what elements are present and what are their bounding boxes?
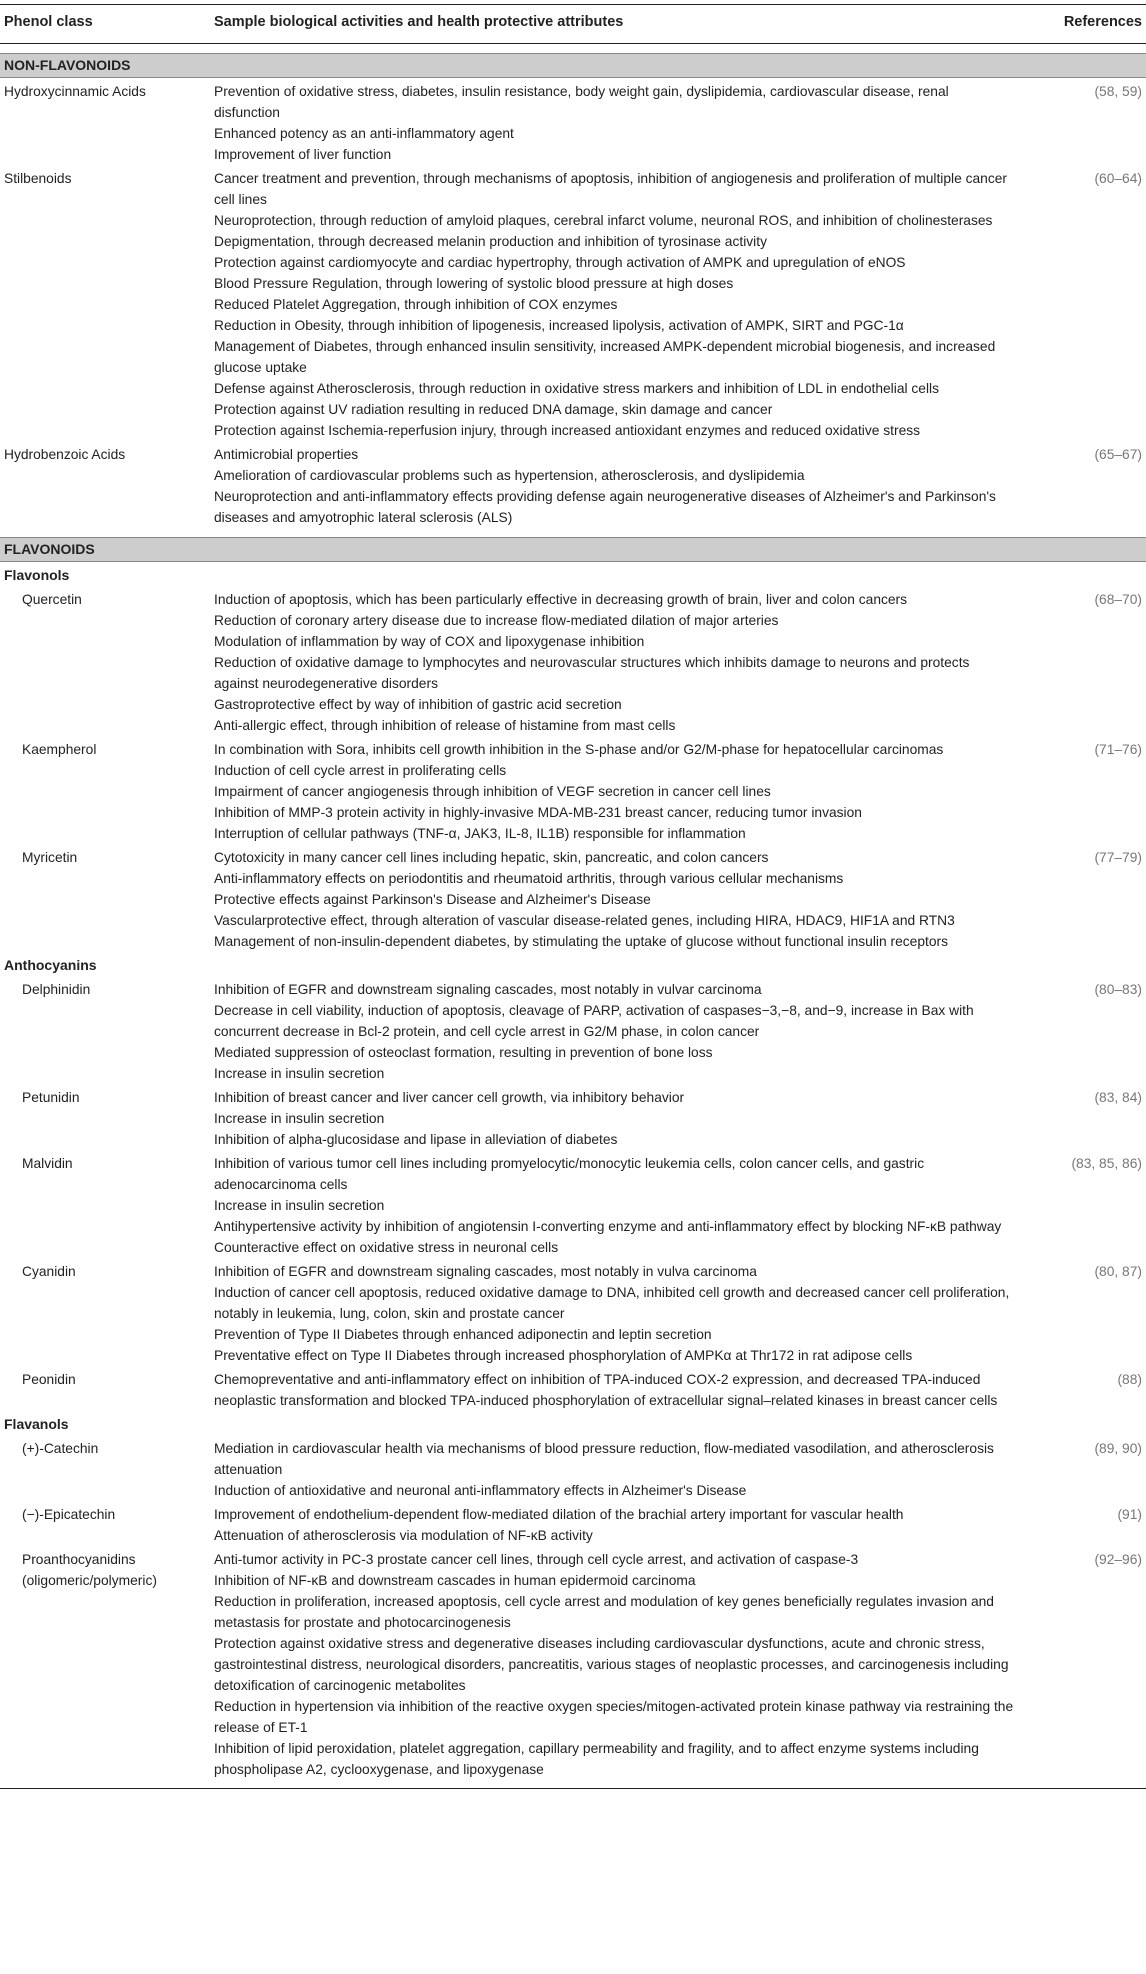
table-row: [0, 168, 1146, 441]
table-row: [0, 1087, 1146, 1150]
activity-item: Inhibition of lipid peroxidation, platelet aggregation, capillary permeability and fragility, and to affect enzyme systems including phospholipase A2, cyclooxygenase, and lipoxygenase: [214, 1741, 979, 1777]
activity-list: [214, 1087, 1014, 1150]
table-row: [0, 1369, 1146, 1411]
activity-item: Neuroprotection, through reduction of amyloid plaques, cerebral infarct volume, neuronal ROS, and inhibition of cholinesterases: [214, 213, 993, 228]
table-row: [0, 1438, 1146, 1501]
activity-item: Mediation in cardiovascular health via mechanisms of blood pressure reduction, flow-mediated vasodilation, and atherosclerosis attenuation: [214, 1441, 994, 1477]
activity-list: [214, 589, 1014, 736]
reference-link[interactable]: (89, 90): [1094, 1441, 1142, 1456]
activity-item: Enhanced potency as an anti-inflammatory agent: [214, 126, 514, 141]
reference-link[interactable]: (77–79): [1094, 850, 1142, 865]
activity-item: Cytotoxicity in many cancer cell lines including hepatic, skin, pancreatic, and colon cancers: [214, 850, 769, 865]
activity-item: Antihypertensive activity by inhibition of angiotensin I-converting enzyme and anti-inflammatory effect by blocking NF-κB pathway: [214, 1219, 1002, 1234]
phenol-class-name: (+)-Catechin: [22, 1441, 99, 1456]
phenol-class-name: Myricetin: [22, 850, 78, 865]
phenol-class-name: Cyanidin: [22, 1264, 76, 1279]
activity-item: Increase in insulin secretion: [214, 1066, 385, 1081]
activity-list: [214, 1549, 1014, 1780]
activity-item: Mediated suppression of osteoclast formation, resulting in prevention of bone loss: [214, 1045, 713, 1060]
activity-item: Reduction of oxidative damage to lymphocytes and neurovascular structures which inhibits damage to neurons and protects against neurodegenerative disorders: [214, 655, 970, 691]
activity-item: Inhibition of alpha-glucosidase and lipase in alleviation of diabetes: [214, 1132, 618, 1147]
activity-item: Cancer treatment and prevention, through mechanisms of apoptosis, inhibition of angiogenesis and proliferation of multiple cancer cell lines: [214, 171, 1008, 207]
table-row: [0, 81, 1146, 165]
phenol-class-name: Delphinidin: [22, 982, 91, 997]
phenol-class-name: Kaempherol: [22, 742, 97, 757]
activity-item: Protection against cardiomyocyte and cardiac hypertrophy, through activation of AMPK and upregulation of eNOS: [214, 255, 906, 270]
header-phenol-class: Phenol class: [4, 14, 93, 30]
activity-item: Induction of antioxidative and neuronal anti-inflammatory effects in Alzheimer's Disease: [214, 1483, 747, 1498]
table-body: [0, 53, 1146, 1780]
activity-item: Interruption of cellular pathways (TNF-α, JAK3, IL-8, IL1B) responsible for inflammation: [214, 826, 746, 841]
activity-list: [214, 1261, 1014, 1366]
table-row: [0, 1153, 1146, 1258]
activity-item: Reduction of coronary artery disease due to increase flow-mediated dilation of major arteries: [214, 613, 779, 628]
header-activities: Sample biological activities and health protective attributes: [214, 14, 624, 30]
reference-link[interactable]: (88): [1117, 1372, 1142, 1387]
activity-list: [214, 1153, 1014, 1258]
table-row: [0, 1504, 1146, 1546]
table-row: [0, 979, 1146, 1084]
activity-item: Induction of apoptosis, which has been particularly effective in decreasing growth of brain, liver and colon cancers: [214, 592, 908, 607]
section-header: FLAVONOIDS: [0, 537, 1146, 562]
reference-link[interactable]: (83, 85, 86): [1071, 1156, 1142, 1171]
table-header: [0, 4, 1146, 44]
table-row: [0, 847, 1146, 952]
activity-item: Protection against oxidative stress and degenerative diseases including cardiovascular dysfunctions, acute and chronic stress, gastrointestinal distress, neurological disorders, pancreatitis, various stages of neoplastic processes, and carcinogenesis including detoxification of carcinogenic metabolites: [214, 1636, 1009, 1693]
activity-item: Reduced Platelet Aggregation, through inhibition of COX enzymes: [214, 297, 618, 312]
reference-link[interactable]: (92–96): [1094, 1552, 1142, 1567]
phenol-class-name: Quercetin: [22, 592, 82, 607]
activity-item: Improvement of liver function: [214, 147, 392, 162]
reference-link[interactable]: (71–76): [1094, 742, 1142, 757]
activity-item: Increase in insulin secretion: [214, 1198, 385, 1213]
activity-item: Anti-tumor activity in PC-3 prostate cancer cell lines, through cell cycle arrest, and activation of caspase-3: [214, 1552, 859, 1567]
activity-item: Prevention of Type II Diabetes through enhanced adiponectin and leptin secretion: [214, 1327, 712, 1342]
activity-list: [214, 979, 1014, 1084]
activity-item: Gastroprotective effect by way of inhibition of gastric acid secretion: [214, 697, 622, 712]
activity-item: Defense against Atherosclerosis, through reduction in oxidative stress markers and inhibition of LDL in endothelial cells: [214, 381, 939, 396]
activity-item: Anti-allergic effect, through inhibition of release of histamine from mast cells: [214, 718, 676, 733]
activity-item: Inhibition of NF-κB and downstream cascades in human epidermoid carcinoma: [214, 1573, 696, 1588]
subgroup-heading: Flavonols: [4, 567, 70, 583]
activity-item: Inhibition of breast cancer and liver cancer cell growth, via inhibitory behavior: [214, 1090, 685, 1105]
activity-list: [214, 168, 1014, 441]
activity-list: [214, 81, 1014, 165]
phenol-class-name: (−)-Epicatechin: [22, 1507, 116, 1522]
table-row: [0, 1261, 1146, 1366]
activity-item: Chemopreventative and anti-inflammatory effect on inhibition of TPA-induced COX-2 expression, and decreased TPA-induced neoplastic transformation and blocked TPA-induced phosphorylation of extracellular signal–related kinases in breast cancer cells: [214, 1372, 998, 1408]
activity-item: Counteractive effect on oxidative stress in neuronal cells: [214, 1240, 559, 1255]
activity-item: Attenuation of atherosclerosis via modulation of NF-κB activity: [214, 1528, 593, 1543]
reference-link[interactable]: (65–67): [1094, 447, 1142, 462]
table-row: [0, 1549, 1146, 1780]
activity-item: Blood Pressure Regulation, through lowering of systolic blood pressure at high doses: [214, 276, 734, 291]
activity-item: Amelioration of cardiovascular problems such as hypertension, atherosclerosis, and dyslipidemia: [214, 468, 805, 483]
subgroup-heading: Flavanols: [4, 1416, 69, 1432]
activity-list: [214, 1504, 1014, 1546]
activity-list: [214, 1369, 1014, 1411]
reference-link[interactable]: (68–70): [1094, 592, 1142, 607]
activity-item: Impairment of cancer angiogenesis through inhibition of VEGF secretion in cancer cell lines: [214, 784, 771, 799]
table-row: [0, 444, 1146, 528]
activity-item: Increase in insulin secretion: [214, 1111, 385, 1126]
activity-item: Induction of cancer cell apoptosis, reduced oxidative damage to DNA, inhibited cell growth and decreased cancer cell proliferation, notably in leukemia, lung, colon, skin and prostate cancer: [214, 1285, 1010, 1321]
activity-item: Reduction in Obesity, through inhibition of lipogenesis, increased lipolysis, activation of AMPK, SIRT and PGC-1α: [214, 318, 904, 333]
table-row: [0, 739, 1146, 844]
phenol-class-name: Proanthocyanidins (oligomeric/polymeric): [22, 1552, 157, 1588]
reference-link[interactable]: (83, 84): [1094, 1090, 1142, 1105]
activity-item: Reduction in hypertension via inhibition of the reactive oxygen species/mitogen-activated protein kinase pathway via restraining the release of ET-1: [214, 1699, 1014, 1735]
activity-item: Prevention of oxidative stress, diabetes, insulin resistance, body weight gain, dyslipidemia, cardiovascular disease, renal disfunction: [214, 84, 949, 120]
activity-list: [214, 739, 1014, 844]
phenol-class-name: Hydroxycinnamic Acids: [4, 84, 146, 99]
activity-item: Depigmentation, through decreased melanin production and inhibition of tyrosinase activity: [214, 234, 767, 249]
activity-item: Inhibition of EGFR and downstream signaling cascades, most notably in vulvar carcinoma: [214, 982, 762, 997]
phenol-class-name: Malvidin: [22, 1156, 73, 1171]
activity-item: Modulation of inflammation by way of COX and lipoxygenase inhibition: [214, 634, 645, 649]
reference-link[interactable]: (60–64): [1094, 171, 1142, 186]
reference-link[interactable]: (91): [1117, 1507, 1142, 1522]
reference-link[interactable]: (58, 59): [1094, 84, 1142, 99]
header-references: References: [1063, 14, 1142, 30]
activity-item: Protective effects against Parkinson's Disease and Alzheimer's Disease: [214, 892, 651, 907]
activity-item: Protection against Ischemia-reperfusion injury, through increased antioxidant enzymes and reduced oxidative stress: [214, 423, 921, 438]
activity-item: Inhibition of MMP-3 protein activity in highly-invasive MDA-MB-231 breast cancer, reducing tumor invasion: [214, 805, 862, 820]
subgroup-heading: Anthocyanins: [4, 957, 97, 973]
activity-item: Management of Diabetes, through enhanced insulin sensitivity, increased AMPK-dependent microbial biogenesis, and increased glucose uptake: [214, 339, 996, 375]
table-row: [0, 589, 1146, 736]
activity-list: [214, 1438, 1014, 1501]
table-bottom-rule: [0, 1788, 1146, 1789]
activity-item: Improvement of endothelium-dependent flow-mediated dilation of the brachial artery important for vascular health: [214, 1507, 904, 1522]
activity-item: Inhibition of EGFR and downstream signaling cascades, most notably in vulva carcinoma: [214, 1264, 757, 1279]
activity-item: Neuroprotection and anti-inflammatory effects providing defense again neurogenerative diseases of Alzheimer's and Parkinson's diseases and amyotrophic lateral sclerosis (ALS): [214, 489, 996, 525]
section-header: NON-FLAVONOIDS: [0, 53, 1146, 78]
activity-item: Inhibition of various tumor cell lines including promyelocytic/monocytic leukemia cells, colon cancer cells, and gastric adenocarcinoma cells: [214, 1156, 925, 1192]
activity-item: Preventative effect on Type II Diabetes through increased phosphorylation of AMPKα at Thr172 in rat adipose cells: [214, 1348, 913, 1363]
activity-item: Induction of cell cycle arrest in proliferating cells: [214, 763, 507, 778]
reference-link[interactable]: (80, 87): [1094, 1264, 1142, 1279]
activity-item: Management of non-insulin-dependent diabetes, by stimulating the uptake of glucose without functional insulin receptors: [214, 934, 948, 949]
activity-item: Reduction in proliferation, increased apoptosis, cell cycle arrest and modulation of key genes beneficially regulates invasion and metastasis for prostate and photocarcinogenesis: [214, 1594, 994, 1630]
activity-item: Protection against UV radiation resulting in reduced DNA damage, skin damage and cancer: [214, 402, 773, 417]
reference-link[interactable]: (80–83): [1094, 982, 1142, 997]
activity-item: Decrease in cell viability, induction of apoptosis, cleavage of PARP, activation of caspases−3,−8, and−9, increase in Bax with concurrent decrease in Bcl-2 protein, and cell cycle arrest in G2/M phase, in colon cancer: [214, 1003, 974, 1039]
phenol-class-name: Stilbenoids: [4, 171, 72, 186]
activity-item: Vascularprotective effect, through alteration of vascular disease-related genes, including HIRA, HDAC9, HIF1A and RTN3: [214, 913, 955, 928]
activity-item: In combination with Sora, inhibits cell growth inhibition in the S-phase and/or G2/M-phase for hepatocellular carcinomas: [214, 742, 944, 757]
activity-list: [214, 847, 1014, 952]
phenol-class-name: Peonidin: [22, 1372, 76, 1387]
phenol-class-name: Petunidin: [22, 1090, 80, 1105]
activity-list: [214, 444, 1014, 528]
activity-item: Anti-inflammatory effects on periodontitis and rheumatoid arthritis, through various cellular mechanisms: [214, 871, 844, 886]
phenol-class-name: Hydrobenzoic Acids: [4, 447, 126, 462]
activity-item: Antimicrobial properties: [214, 447, 359, 462]
